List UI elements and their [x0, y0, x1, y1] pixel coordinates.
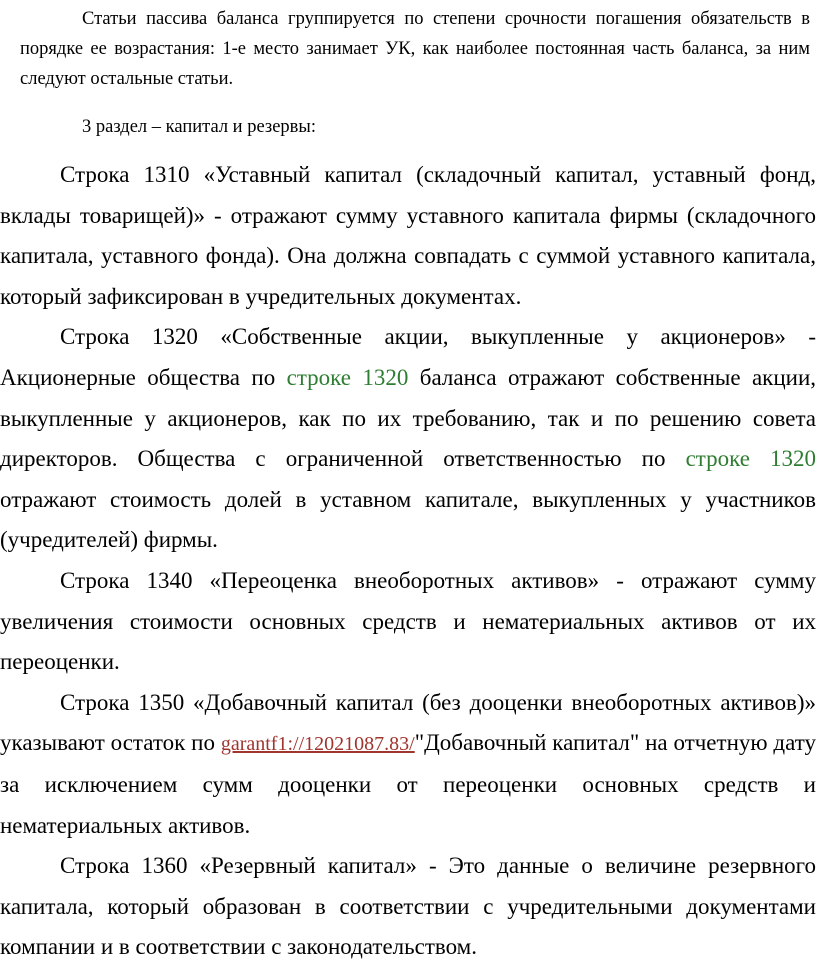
intro-paragraph: Статьи пассива баланса группируется по степени срочности погашения обязательств в порядке ее возрастания: 1-е место занимает УК, как наиболее постоянная часть баланса, за ним следуют остальные статьи.	[20, 9, 810, 89]
paragraph-1360: Строка 1360 «Резервный капитал» - Это данные о величине резервного капитала, который образован в соответствии с учредительными документами компании и в соответствии с законодательством.	[0, 853, 816, 960]
paragraph-1350-text-2: "Добавочный капитал" на отчетную дату за исключением сумм дооценки от переоценки основных средств и нематериальных активов.	[0, 730, 816, 838]
section-title: 3 раздел – капитал и резервы:	[82, 117, 316, 137]
document-body	[0, 155, 816, 968]
line-1320-link-1[interactable]: строке 1320	[286, 364, 409, 390]
paragraph-1320	[0, 317, 816, 561]
paragraph-1320-text-1: Строка 1320 «Собственные акции, выкупленные у акционеров» - Акционерные общества по	[0, 324, 816, 390]
paragraph-1320-text-2: баланса отражают собственные акции, выкупленные у акционеров, как по их требованию, так и по решению совета директоров. Общества с ограниченной ответственностью по	[0, 364, 816, 472]
paragraph-1320-text-3: отражают стоимость долей в уставном капитале, выкупленных у участников (учредителей) фирмы.	[0, 486, 816, 553]
paragraph-1350	[0, 683, 816, 846]
intro-block	[20, 4, 810, 94]
paragraph-1310: Строка 1310 «Уставный капитал (складочный капитал, уставный фонд, вклады товарищей)» - отражают сумму уставного капитала фирмы (складочного капитала, уставного фонда). Она должна совпадать с суммой уставного капитала, который зафиксирован в учредительных документах.	[0, 162, 816, 309]
garant-link[interactable]: garantf1://12021087.83/	[220, 733, 415, 756]
paragraph-1350-text-1: Строка 1350 «Добавочный капитал (без дооценки внеоборотных активов)» указывают остаток по	[0, 689, 816, 756]
paragraph-1340: Строка 1340 «Переоценка внеоборотных активов» - отражают сумму увеличения стоимости основных средств и нематериальных активов от их переоценки.	[0, 567, 816, 675]
line-1320-link-2[interactable]: строке 1320	[685, 446, 816, 472]
